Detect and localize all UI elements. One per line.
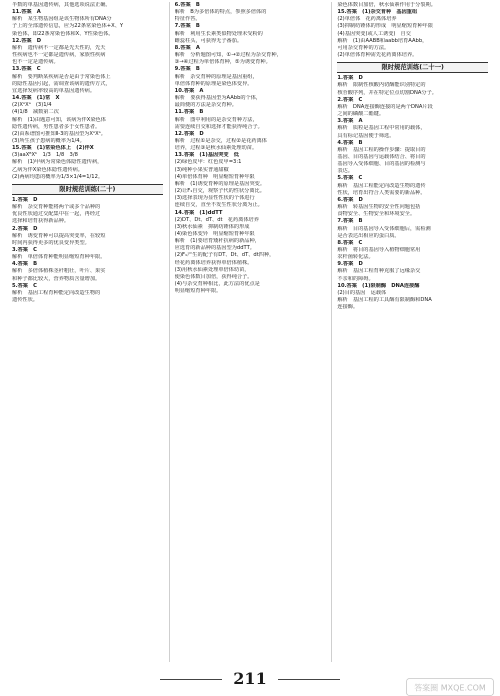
answer-line: (2)目的基因 运载体 xyxy=(337,289,387,296)
answer-line: 解析 基因工程能定向改造生物的遗传 xyxy=(337,182,426,189)
answer-line: 性状，培育出符合人类需要的新品种。 xyxy=(337,189,426,196)
answer-line: (2)DT、Dt、dT、dt 花药离体培养 xyxy=(174,216,259,223)
answer-line: 表达。 xyxy=(337,168,353,175)
answer-line: (2)单倍体育种需先花药离体培养。 xyxy=(337,52,418,59)
answer-line: 基因、目的基因与运载体结合、将目的 xyxy=(337,153,426,160)
answer-heading: 3.答案 C xyxy=(12,247,37,253)
answer-line: (4)1/8 减数第二次 xyxy=(12,109,59,116)
answer-line: 解析 分析题图可知，①→②过程为杂交育种， xyxy=(174,52,282,59)
answer-heading: 2.答案 C xyxy=(337,96,363,103)
answer-line: 解析 (1)要培育矮秆抗病的新品种， xyxy=(174,238,260,245)
column-left xyxy=(12,2,163,662)
text-columns xyxy=(12,2,488,662)
answer-line: 解析 杂交育种能将两个或多个品种的 xyxy=(12,204,101,211)
answer-line: (3)选择表现为显性性状的个体进行 xyxy=(174,195,255,202)
answer-heading: 2.答案 D xyxy=(12,225,38,232)
answer-line: 应选育的新品种的基因型为ddTT。 xyxy=(174,245,255,252)
answer-heading: 9.答案 B xyxy=(174,66,200,73)
answer-line: 乙病为伴X染色体隐性遗传病。 xyxy=(12,166,83,173)
answer-heading: 12.答案 D xyxy=(174,130,204,137)
answer-line: 基因导入受体细胞、目的基因的检测与 xyxy=(337,161,426,168)
answer-heading: 1.答案 D xyxy=(12,196,38,203)
answer-heading: 14.答案 (1)常 X xyxy=(12,95,60,102)
answer-line: 使染色体数目加倍，获得纯合子。 xyxy=(174,273,253,280)
answer-line: 解析 (1)由AABB和aabb培育AAbb， xyxy=(337,37,428,44)
answer-line: 解析 基因工程的操作步骤：提取目的 xyxy=(337,146,426,153)
answer-line: (3)纯种小果实普通甜椒 xyxy=(174,166,229,173)
answer-line: 解析 限制性核酸内切酶能识别特定的 xyxy=(337,82,426,89)
answer-line: 也不一定是遗传病。 xyxy=(12,59,59,66)
answer-line: 解析 杂交育种的原理是基因重组， xyxy=(174,73,258,80)
answer-line: (3)aaXᴮXᵇ 1/3 1/8 3/8 xyxy=(12,152,78,159)
answer-line: 明显缩短育种年限。 xyxy=(174,288,222,295)
answer-line: 食物安全、生物安全和环境安全。 xyxy=(337,211,416,218)
answer-heading: 15.答案 (1)杂交育种 基因重组 xyxy=(337,9,418,16)
answer-line: 性疾病也不一定都是遗传病，家族性疾病 xyxy=(12,52,106,59)
answer-line: 隐性遗传病，男性患者多于女性患者。 xyxy=(12,123,101,130)
answer-heading: 11.答案 A xyxy=(12,9,41,16)
answer-line: (2)让F₁自交，观察子代的性状分离比。 xyxy=(174,188,265,195)
answer-heading: 7.答案 B xyxy=(337,218,363,225)
answer-line: 解析 诱变育种可以提高突变率，在较短 xyxy=(12,232,106,239)
column-right xyxy=(331,2,488,662)
answer-heading: 8.答案 A xyxy=(174,44,200,51)
answer-line: 连续自交，直至不发生性状分离为止。 xyxy=(174,202,263,209)
answer-line: (2)XᴬXᵃ (3)1/4 xyxy=(12,102,52,109)
answer-heading: 8.答案 C xyxy=(337,239,363,246)
answer-line: 解析 过程①是杂交，过程②是花药离体 xyxy=(174,137,267,144)
answer-line: 解析 遗传病不一定都是先天性的，先天 xyxy=(12,44,106,51)
answer-line: 子上的全部遗传信息，应为22条常染色体+X、Y xyxy=(12,23,124,30)
answer-line: 可用杂交育种的方法。 xyxy=(337,44,390,51)
section-title: 限时规范训练(二十) xyxy=(12,184,163,195)
answer-line: 解析 多倍体植株茎秆粗壮，叶片、果实 xyxy=(12,268,106,275)
answer-line: 最简便的方法是杂交育种。 xyxy=(174,102,237,109)
answer-line: 具有标记基因便于筛选。 xyxy=(337,132,395,139)
answer-line: (3)秋水仙素 抑制纺锤体的形成 xyxy=(174,223,250,230)
answer-line: 染色体，即22条常染色体和X、Y性染色体。 xyxy=(12,30,114,37)
answer-line: 解析 B为多倍体的特点，参照多倍体的 xyxy=(174,9,267,16)
answer-heading: 11.答案 B xyxy=(174,109,204,116)
answer-line: 连接酶。 xyxy=(337,304,359,311)
answer-heading: 6.答案 B xyxy=(174,2,200,8)
answer-heading: 4.答案 B xyxy=(337,139,363,146)
answer-line: 优良性状通过交配集中在一起，再经过 xyxy=(12,211,101,218)
answer-line: 是否表达出相应的蛋白质。 xyxy=(337,232,400,239)
answer-heading: 6.答案 D xyxy=(337,196,363,203)
answer-line: 解析 将目的基因导入植物细胞常用 xyxy=(337,247,421,253)
answer-line: 解析 DNA连接酶连接的是两个DNA片段 xyxy=(337,103,433,110)
answer-line: 农杆菌转化法。 xyxy=(337,254,374,261)
answer-line: 解析 (1)由题意可知，该病为伴X染色体 xyxy=(12,116,106,123)
footer-rule-right xyxy=(278,679,340,680)
answer-heading: 12.答案 D xyxy=(12,37,42,44)
page-number: 211 xyxy=(233,669,267,688)
page-footer xyxy=(0,664,500,696)
answer-line: (4)与杂交育种相比，此方法的优点是 xyxy=(174,281,260,288)
answer-line: 解析 目的基因导入受体细胞后，需检测 xyxy=(337,225,431,232)
answer-line: 需要连续自交和选择才能获得纯合子。 xyxy=(174,123,263,130)
answer-heading: 13.答案 (1)基因突变 低 xyxy=(174,152,239,159)
answer-line: 解析 单倍体育种能明显缩短育种年限。 xyxy=(12,254,106,261)
answer-line: (3)所生孩子患病的概率为1/4。 xyxy=(12,137,85,144)
answer-line: 解析 基因工程的工具酶有限制酶和DNA xyxy=(337,297,432,304)
answer-line: 解析 基因工程育种能定向改造生物的 xyxy=(12,289,101,296)
answer-line: 解析 要判断某疾病是否是由于常染色体上 xyxy=(12,73,111,80)
answer-heading: 5.答案 C xyxy=(337,175,363,182)
answer-line: 单倍体育种的原理是染色体变异。 xyxy=(174,80,253,87)
answer-line: (4)基因突变(或人工诱变) 自交 xyxy=(337,30,411,37)
answer-line: 解析 (1)诱变育种的原理是基因突变。 xyxy=(174,180,266,187)
answer-heading: 13.答案 C xyxy=(12,66,41,73)
answer-line: 之间的磷酸二酯键。 xyxy=(337,111,385,118)
answer-heading: 5.答案 C xyxy=(12,282,37,289)
answer-heading: 4.答案 B xyxy=(12,261,38,268)
answer-line: (2)由系谱图可推知Ⅱ-3的基因型为XᴬXᵃ。 xyxy=(12,130,106,137)
answer-line: 解析 利用生长素类似物处理未受粉的 xyxy=(174,30,263,37)
answer-line: (2)两病均患的概率为1/3×1/4=1/12。 xyxy=(12,173,104,180)
section-title: 限时规范训练(二十一) xyxy=(337,62,488,73)
answer-heading: 7.答案 B xyxy=(174,23,200,30)
answer-heading: 10.答案 (1)限制酶 DNA连接酶 xyxy=(337,282,420,289)
answer-line: 宜选择发病率较高的单基因遗传病。 xyxy=(12,87,96,94)
answer-heading: 9.答案 D xyxy=(337,261,363,268)
answer-line: (3)用秋水仙素处理单倍体幼苗， xyxy=(174,266,250,273)
answer-line: 时间内获得更多的优良变异类型。 xyxy=(12,239,90,246)
answer-line: 选择和培育获得新品种。 xyxy=(12,218,70,225)
answer-line: 解析 转基因生物的安全性问题包括 xyxy=(337,204,421,211)
watermark-logo xyxy=(406,678,494,696)
answer-line: 解析 基因工程育种克服了远缘杂交 xyxy=(337,268,421,275)
answer-line: 的隐性基因引起，需调查该病的遗传方式， xyxy=(12,80,111,87)
answer-line: 和种子都比较大，营养物质含量增加。 xyxy=(12,275,101,282)
answer-heading: 3.答案 A xyxy=(337,118,363,125)
answer-line: (3)抑制纺锤体的形成 明显缩短育种年限 xyxy=(337,23,433,30)
answer-line: 解析 某生物基因组是该生物体所有DNA分 xyxy=(12,16,112,23)
answer-line: 染色体数目加倍，秋水仙素作用于分裂期。 xyxy=(337,2,436,8)
answer-heading: 15.答案 (1)常染色体上 (2)伴X xyxy=(12,145,94,152)
answer-line: 经花药离体培养获得单倍体植株。 xyxy=(174,259,253,266)
answer-heading: 1.答案 D xyxy=(337,75,363,82)
answer-line: 解析 质粒是基因工程中常用的载体， xyxy=(337,125,426,132)
answer-line: 解析 要获得基因型为AAbb的个体， xyxy=(174,95,262,102)
answer-line: 培养，过程③是秋水仙素处理幼苗。 xyxy=(174,145,258,152)
answer-line: 解析 (1)甲病为常染色体隐性遗传病， xyxy=(12,159,103,166)
answer-line: (2)单倍体 花药离体培养 xyxy=(337,16,397,23)
answer-line: (2)F₁产生的配子有DT、Dt、dT、dt四种， xyxy=(174,252,275,259)
answer-line: 遗传性状。 xyxy=(12,297,38,304)
answer-line: 不亲和的障碍。 xyxy=(337,275,374,282)
answer-heading: 10.答案 A xyxy=(174,87,204,94)
footer-rule-left xyxy=(160,679,222,680)
answer-line: (2)绿色皮甲：红色皮甲=3:1 xyxy=(174,159,242,166)
answer-line: 核苷酸序列，并在特定位点切割DNA分子。 xyxy=(337,89,437,96)
watermark-text: 答案圈 MXQE.COM xyxy=(414,683,486,693)
answer-line: ③→④过程为单倍体育种，⑤为诱变育种。 xyxy=(174,59,271,66)
answer-line: 半数的单基因遗传病，其他选项说法正确。 xyxy=(12,2,111,8)
column-middle xyxy=(169,2,326,662)
answer-line: 雌蕊柱头，可获得无子番茄。 xyxy=(174,37,243,44)
answer-line: (4)染色体变异 明显缩短育种年限 xyxy=(174,231,255,237)
answer-line: 解析 图中利用的是杂交育种方法， xyxy=(174,116,258,123)
answer-line: (4)单倍体育种 明显缩短育种年限 xyxy=(174,173,255,180)
answer-line: 特征作答。 xyxy=(174,16,201,23)
answer-heading: 14.答案 (1)ddTT xyxy=(174,209,223,216)
